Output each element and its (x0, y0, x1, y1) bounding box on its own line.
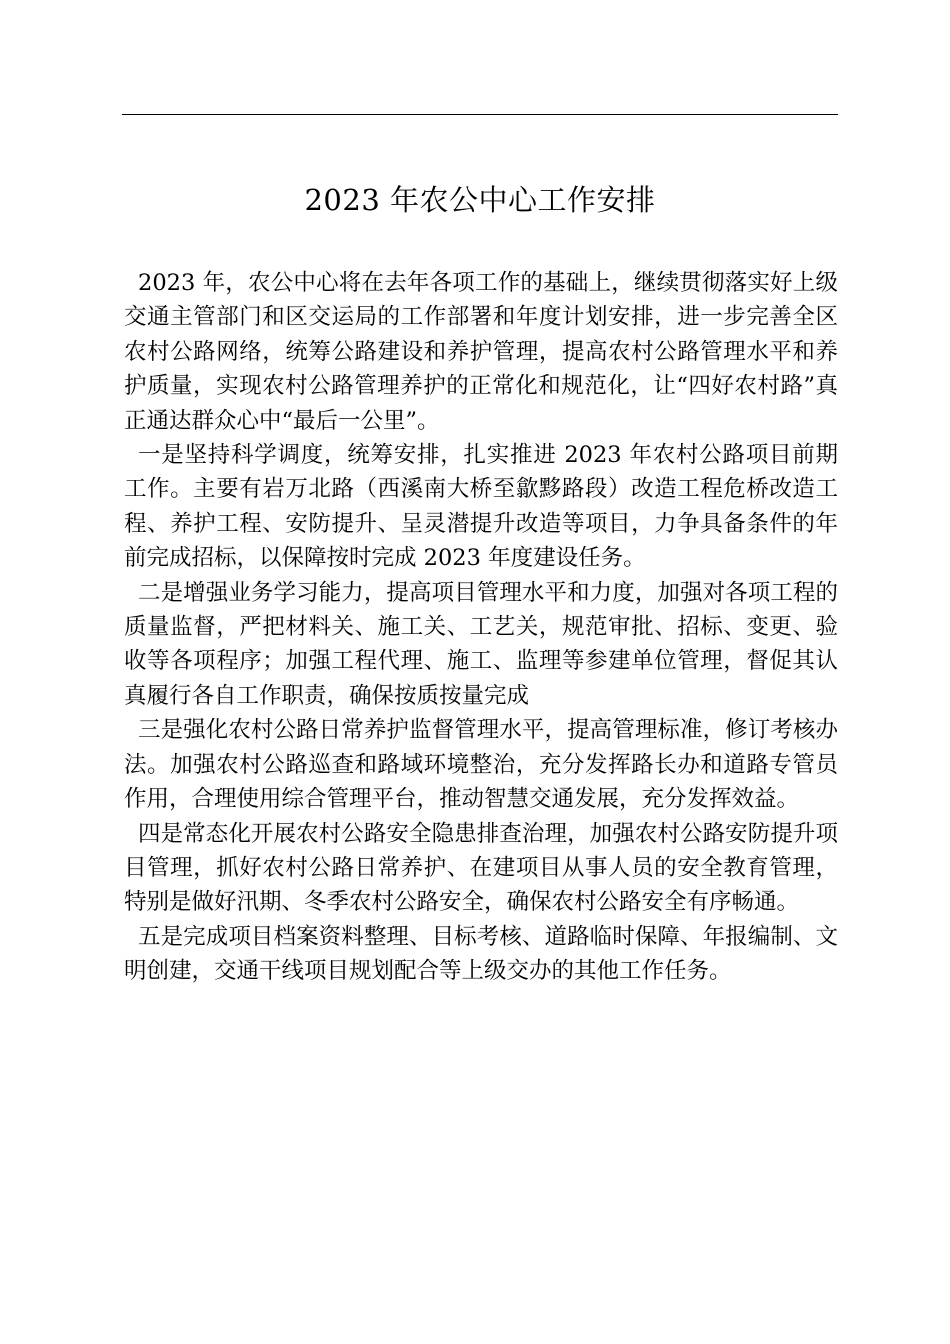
paragraph-item-5: 五是完成项目档案资料整理、目标考核、道路临时保障、年报编制、文明创建，交通干线项目规划配合等上级交办的其他工作任务。 (124, 923, 838, 985)
document-body (124, 266, 838, 989)
paragraph-item-3: 三是强化农村公路日常养护监督管理水平，提高管理标准，修订考核办法。加强农村公路巡查和路域环境整治，充分发挥路长办和道路专管员作用，合理使用综合管理平台，推动智慧交通发展，充分发挥效益。 (124, 717, 838, 813)
paragraph-item-4: 四是常态化开展农村公路安全隐患排查治理，加强农村公路安防提升项目管理，抓好农村公路日常养护、在建项目从事人员的安全教育管理，特别是做好汛期、冬季农村公路安全，确保农村公路安全有序畅通。 (124, 820, 838, 916)
header-rule (122, 114, 838, 115)
paragraph-item-2: 二是增强业务学习能力，提高项目管理水平和力度，加强对各项工程的质量监督，严把材料关、施工关、工艺关，规范审批、招标、变更、验收等各项程序；加强工程代理、施工、监理等参建单位管理，督促其认真履行各自工作职责，确保按质按量完成 (124, 579, 838, 709)
paragraph-item-1: 一是坚持科学调度，统筹安排，扎实推进 2023 年农村公路项目前期工作。主要有岩万北路（西溪南大桥至歙黟路段）改造工程危桥改造工程、养护工程、安防提升、呈灵潜提升改造等项目，力争具备条件的年前完成招标，以保障按时完成 2023 年度建设任务。 (124, 442, 838, 572)
paragraph-intro: 2023 年，农公中心将在去年各项工作的基础上，继续贯彻落实好上级交通主管部门和区交运局的工作部署和年度计划安排，进一步完善全区农村公路网络，统筹公路建设和养护管理，提高农村公路管理水平和养护质量，实现农村公路管理养护的正常化和规范化，让“四好农村路”真正通达群众心中“最后一公里”。 (124, 270, 838, 434)
document-title: 2023 年农公中心工作安排 (304, 183, 656, 217)
